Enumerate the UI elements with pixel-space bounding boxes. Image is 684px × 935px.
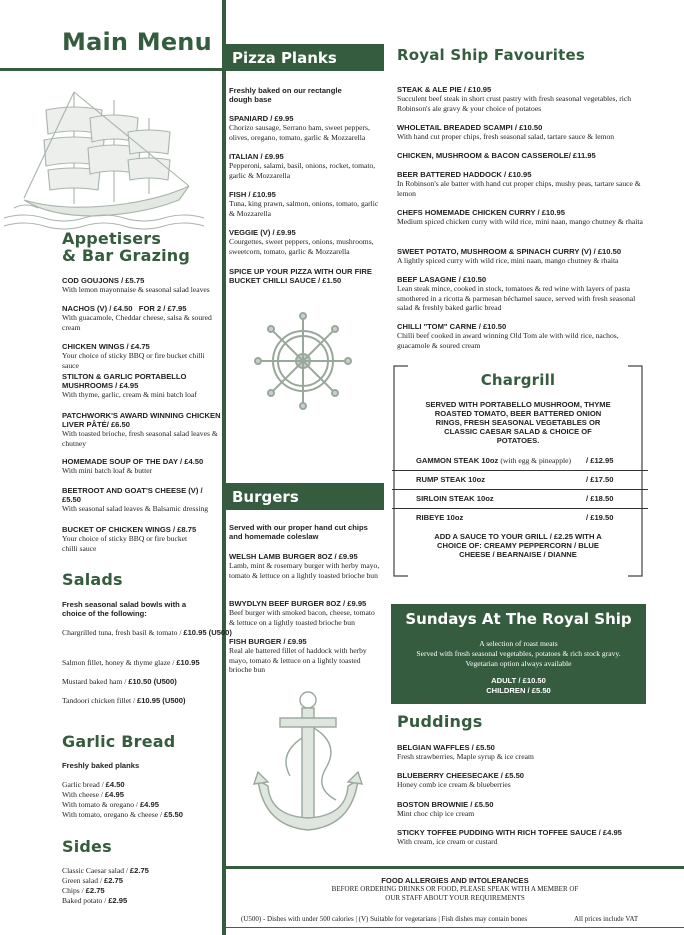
menu-item: [62, 457, 222, 476]
item-price: £2.75: [85, 886, 105, 895]
item-desc: With cream, ice cream or custard: [397, 837, 498, 847]
item-price: £5.50: [163, 810, 183, 819]
salads-list: [62, 600, 232, 705]
sundays-line1: A selection of roast meats: [479, 639, 558, 648]
item-desc: Beef burger with smoked bacon, cheese, tomato & lettuce on a lightly toasted brioche bun: [229, 608, 375, 627]
menu-item: [229, 552, 381, 580]
item-label: Classic Caesar salad /: [62, 866, 130, 875]
garlic-bread-title: Garlic Bread: [62, 732, 176, 751]
item-desc: Real ale battered fillet of haddock with herby mayo, tomato & lettuce on a lightly toasted brioche bun: [229, 646, 367, 675]
item-name: SPANIARD / £9.95: [229, 114, 294, 123]
item-name: BOSTON BROWNIE / £5.50: [397, 800, 494, 809]
menu-item: [62, 800, 159, 809]
item-name: NACHOS (V) / £4.50 FOR 2 / £7.95: [62, 304, 187, 313]
item-label: Mustard baked ham /: [62, 677, 129, 686]
item-price: £10.95 (U500): [136, 696, 186, 705]
allergy-line2: OUR STAFF ABOUT YOUR REQUIREMENTS: [385, 894, 525, 903]
footer-divider: [226, 866, 684, 869]
item-name: BEEF LASAGNE / £10.50: [397, 275, 487, 284]
chargrill-row: [392, 471, 648, 490]
salads-intro: Fresh seasonal salad bowls with a choice of the following:: [62, 600, 187, 619]
pizza-intro: Freshly baked on our rectangle dough base: [229, 86, 342, 105]
item-desc: With thyme, garlic, cream & mini batch loaf: [62, 390, 197, 400]
menu-item: [397, 800, 647, 819]
item-name: RUMP STEAK 10oz: [416, 475, 486, 484]
item-name: WHOLETAIL BREADED SCAMPI / £10.50: [397, 123, 543, 132]
garlic-bread-intro: Freshly baked planks: [62, 761, 140, 770]
menu-item: [397, 85, 647, 113]
menu-item: [397, 322, 647, 350]
item-price: £2.95: [108, 896, 128, 905]
item-desc: Chilli beef cooked in award winning Old Tom ale with wild rice, nachos, guacamole & soured cream: [397, 331, 619, 350]
menu-item: [229, 228, 381, 256]
chargrill-sauce: ADD A SAUCE TO YOUR GRILL / £2.25 WITH A CHOICE OF: CREAMY PEPPERCORN / BLUE CHEESE / BEARNAISE / DIANNE: [434, 532, 602, 560]
menu-item: [62, 304, 222, 332]
menu-item: [397, 247, 647, 266]
item-label: With tomato, oregano & cheese /: [62, 810, 164, 819]
item-name: ITALIAN / £9.95: [229, 152, 284, 161]
item-price: / £17.50: [586, 475, 614, 484]
allergy-notice: [226, 876, 684, 903]
item-desc: Tuna, king prawn, salmon, onions, tomato, garlic & Mozzarella: [229, 199, 379, 218]
sundays-children-price: CHILDREN / £5.50: [486, 686, 551, 695]
item-desc: In Robinson's ale batter with hand cut proper chips, mushy peas, tartare sauce & lemon: [397, 179, 641, 198]
item-name: CHICKEN, MUSHROOM & BACON CASSEROLE/ £11.95: [397, 151, 596, 160]
item-price: £10.50 (U500): [128, 677, 177, 686]
chargrill-title: Chargrill: [480, 371, 556, 389]
item-label: Garlic bread /: [62, 780, 106, 789]
main-title: Main Menu: [62, 28, 212, 56]
ship-illustration: [4, 82, 204, 230]
pizza-title: Pizza Planks: [232, 49, 337, 67]
pizza-list: [229, 86, 381, 286]
top-divider-left: [0, 68, 222, 71]
item-name: FISH BURGER / £9.95: [229, 637, 307, 646]
menu-item: [397, 771, 647, 790]
item-price: £2.75: [129, 866, 149, 875]
garlic-bread-list: [62, 761, 222, 819]
menu-item: [62, 886, 105, 895]
item-label: Salmon fillet, honey & thyme glaze /: [62, 658, 177, 667]
menu-item: [62, 525, 222, 553]
item-name: BEER BATTERED HADDOCK / £10.95: [397, 170, 532, 179]
item-desc: Lean steak mince, cooked in stock, tomatoes & red wine with layers of pasta smothered in a ricotta & parmesan béchamel sauce, served with fresh seasonal salad & freshly baked garlic bread: [397, 284, 636, 313]
item-price: / £12.95: [586, 456, 614, 465]
menu-item: [397, 743, 647, 762]
item-label: With cheese /: [62, 790, 105, 799]
item-name: STEAK & ALE PIE / £10.95: [397, 85, 492, 94]
item-name: GAMMON STEAK 10oz (with egg & pineapple): [416, 456, 572, 465]
chargrill-row: [392, 509, 648, 527]
item-name: SWEET POTATO, MUSHROOM & SPINACH CURRY (V) / £10.50: [397, 247, 622, 256]
item-desc: With lemon mayonnaise & seasonal salad leaves: [62, 285, 210, 295]
menu-item: [62, 790, 124, 799]
item-name: VEGGIE (V) / £9.95: [229, 228, 296, 237]
appetisers-title: [62, 231, 190, 265]
item-desc: Succulent beef steak in short crust pastry with fresh seasonal vegetables, rich Robinson's ale gravy & your choice of potatoes: [397, 94, 632, 113]
menu-item: [62, 486, 222, 514]
chargrill-intro: SERVED WITH PORTABELLO MUSHROOM, THYME ROASTED TOMATO, BEER BATTERED ONION RINGS, FRESH SEASONAL VEGETABLES OR CLASSIC CAESAR SALAD & CHOICE OF POTATOES.: [425, 400, 611, 446]
menu-item: [62, 276, 222, 295]
item-name: BELGIAN WAFFLES / £5.50: [397, 743, 495, 752]
item-name: CHEFS HOMEMADE CHICKEN CURRY / £10.95: [397, 208, 565, 217]
menu-item: [229, 190, 381, 218]
menu-item: [62, 876, 123, 885]
sundays-box: [391, 604, 646, 704]
item-price: £10.95: [176, 658, 200, 667]
item-desc: Lamb, mint & rosemary burger with herby mayo, tomato & lettuce on a lightly toasted brioche bun: [229, 561, 380, 580]
item-desc: Pepperoni, salami, basil, onions, rocket, tomato, garlic & Mozzarella: [229, 161, 376, 180]
menu-item: [62, 411, 222, 448]
bottom-rule: [226, 927, 684, 928]
item-label: Chips /: [62, 886, 86, 895]
puddings-title: Puddings: [397, 712, 483, 731]
sundays-line3: Vegetarian option always available: [465, 659, 572, 668]
item-name: BUCKET OF CHICKEN WINGS / £8.75: [62, 525, 197, 534]
item-label: Tandoori chicken fillet /: [62, 696, 137, 705]
sundays-adult-price: ADULT / £10.50: [491, 676, 546, 685]
burgers-intro: Served with our proper hand cut chips and homemade coleslaw: [229, 523, 368, 542]
menu-item: [62, 628, 232, 637]
item-name: CHILLI "TOM" CARNE / £10.50: [397, 322, 507, 331]
chargrill-row: [392, 490, 648, 509]
item-price: £2.75: [103, 876, 123, 885]
burgers-list: [229, 523, 381, 675]
menu-item: [397, 151, 647, 160]
item-name: PATCHWORK'S AWARD WINNING CHICKEN LIVER PÂTÉ/ £6.50: [62, 411, 221, 430]
appetisers-title-line2: & Bar Grazing: [62, 245, 191, 265]
menu-item: [62, 372, 222, 400]
menu-item: [229, 114, 381, 142]
item-label: Baked potato /: [62, 896, 109, 905]
item-name: FISH / £10.95: [229, 190, 276, 199]
item-desc: With seasonal salad leaves & Balsamic dressing: [62, 504, 209, 514]
menu-item: [62, 866, 149, 875]
salads-title: Salads: [62, 570, 123, 589]
item-name: RIBEYE 10oz: [416, 513, 464, 522]
item-desc: Mint choc chip ice cream: [397, 809, 475, 819]
menu-item: [397, 170, 647, 198]
burgers-title: Burgers: [232, 488, 299, 506]
item-name: HOMEMADE SOUP OF THE DAY / £4.50: [62, 457, 204, 466]
item-name: STILTON & GARLIC PORTABELLO MUSHROOMS / £4.95: [62, 372, 187, 391]
item-desc: Medium spiced chicken curry with wild rice, mini naan, mango chutney & rhaita: [397, 217, 643, 227]
dietary-legend: (U500) - Dishes with under 500 calories | (V) Suitable for vegetarians | Fish dishes may contain bones: [241, 915, 528, 923]
menu-item: [229, 599, 381, 627]
item-desc: A lightly spiced curry with wild rice, mini naan, mango chutney & rhaita: [397, 256, 619, 266]
allergy-line1: BEFORE ORDERING DRINKS OR FOOD, PLEASE SPEAK WITH A MEMBER OF: [331, 885, 579, 894]
pizza-title-bar: [226, 44, 384, 71]
item-note: (with egg & pineapple): [500, 456, 572, 465]
menu-item: [62, 342, 222, 370]
ship-wheel-illustration: [254, 312, 352, 410]
menu-item: [62, 780, 125, 789]
favourites-title: Royal Ship Favourites: [397, 46, 585, 64]
item-name: BEETROOT AND GOAT'S CHEESE (V) / £5.50: [62, 486, 203, 505]
appetisers-title-line1: Appetisers: [62, 229, 162, 248]
menu-item: [229, 152, 381, 180]
menu-item: [229, 637, 381, 675]
menu-item: [62, 677, 177, 686]
item-desc: With guacamole, Cheddar cheese, salsa & soured cream: [62, 313, 212, 332]
item-desc: Courgettes, sweet peppers, onions, mushrooms, sweetcorn, tomato, garlic & Mozzarella: [229, 237, 374, 256]
item-desc: Your choice of sticky BBQ or fire bucket chilli sauce: [62, 351, 205, 370]
item-label: With tomato & oregano /: [62, 800, 140, 809]
allergy-heading: FOOD ALLERGIES AND INTOLERANCES: [381, 876, 529, 885]
menu-item: [62, 696, 186, 705]
item-desc: With mini batch loaf & butter: [62, 466, 153, 476]
item-desc: With toasted brioche, fresh seasonal salad leaves & chutney: [62, 429, 218, 448]
item-desc: Fresh strawberries, Maple syrup & ice cream: [397, 752, 534, 762]
sides-title: Sides: [62, 837, 112, 856]
item-desc: With hand cut proper chips, fresh seasonal salad, tartare sauce & lemon: [397, 132, 615, 142]
item-label: Chargrilled tuna, fresh basil & tomato /: [62, 628, 184, 637]
vat-note: All prices include VAT: [574, 915, 639, 923]
item-price: £10.95 (U500): [183, 628, 232, 637]
menu-item: [62, 896, 127, 905]
item-price: / £19.50: [586, 513, 614, 522]
menu-item: [397, 208, 647, 227]
sundays-title: Sundays At The Royal Ship: [405, 610, 632, 628]
item-price: £4.95: [139, 800, 159, 809]
sundays-line2: Served with fresh seasonal vegetables, potatoes & rich stock gravy.: [416, 649, 621, 658]
item-desc: Honey comb ice cream & blueberries: [397, 780, 511, 790]
menu-item: [62, 810, 183, 819]
item-price: / £18.50: [586, 494, 614, 503]
menu-item: [397, 275, 647, 313]
chargrill-row: [392, 452, 648, 471]
item-price: £4.95: [104, 790, 124, 799]
menu-item: [397, 123, 647, 142]
column-divider: [222, 0, 226, 935]
chargrill-rows: [392, 452, 644, 528]
item-name: BWYDLYN BEEF BURGER 8OZ / £9.95: [229, 599, 367, 608]
item-price: £4.50: [105, 780, 125, 789]
item-name: BLUEBERRY CHEESECAKE / £5.50: [397, 771, 525, 780]
item-name: SIRLOIN STEAK 10oz: [416, 494, 494, 503]
item-name: STICKY TOFFEE PUDDING WITH RICH TOFFEE SAUCE / £4.95: [397, 828, 622, 837]
item-name: WELSH LAMB BURGER 8OZ / £9.95: [229, 552, 358, 561]
chargrill-box: [392, 364, 644, 578]
anchor-illustration: [244, 688, 364, 848]
item-label: Green salad /: [62, 876, 104, 885]
item-name: COD GOUJONS / £5.75: [62, 276, 145, 285]
pizza-spice-upsell: SPICE UP YOUR PIZZA WITH OUR FIRE BUCKET CHILLI SAUCE / £1.50: [229, 267, 372, 286]
item-desc: Your choice of sticky BBQ or fire bucket chilli sauce: [62, 534, 188, 553]
menu-item: [62, 658, 200, 667]
menu-item: [397, 828, 647, 847]
item-desc: Chorizo sausage, Serrano ham, sweet peppers, olives, oregano, tomato, garlic & Mozzarella: [229, 123, 370, 142]
burgers-title-bar: [226, 483, 384, 510]
item-name: CHICKEN WINGS / £4.75: [62, 342, 150, 351]
